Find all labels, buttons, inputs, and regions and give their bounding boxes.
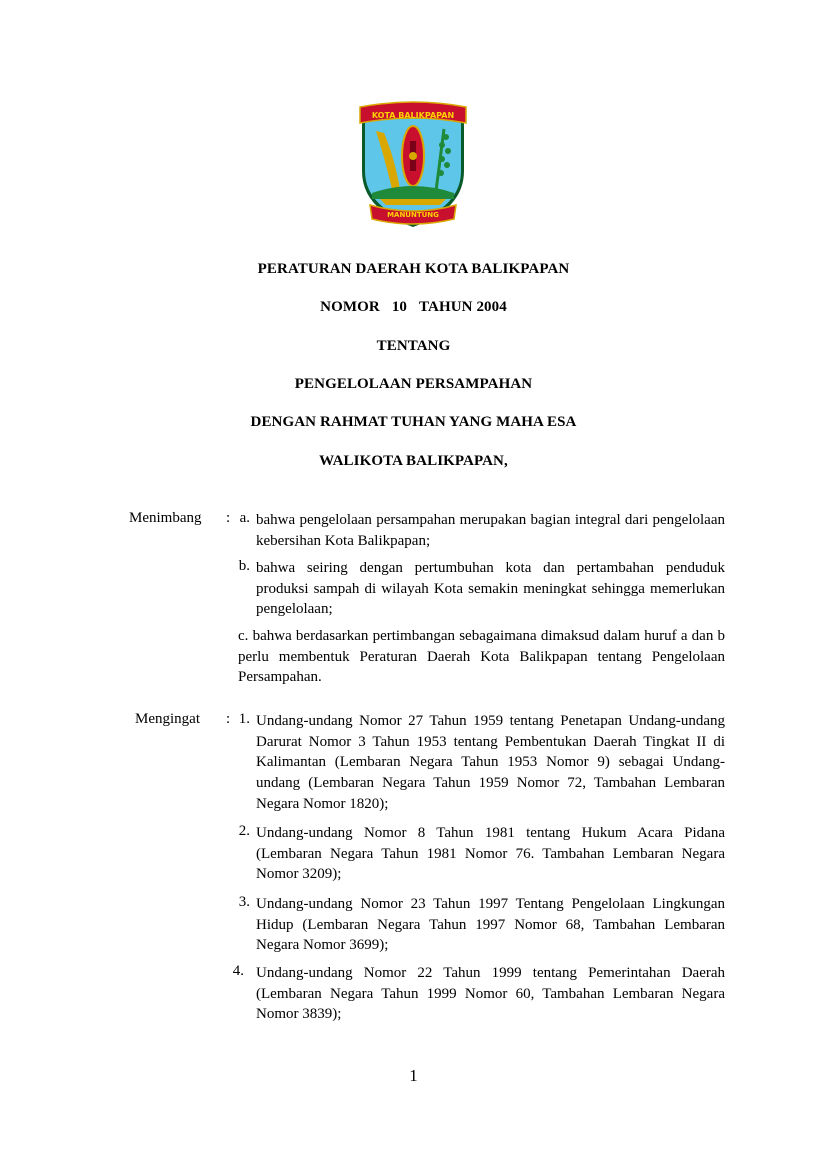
kota-balikpapan-emblem: [354, 101, 472, 229]
preamble-heading: DENGAN RAHMAT TUHAN YANG MAHA ESA: [250, 414, 577, 430]
menimbang-item-c: [238, 626, 725, 688]
menimbang-marker-c: c.: [238, 628, 249, 644]
page-number: 1: [409, 1066, 418, 1085]
regulation-number-line: [0, 299, 827, 316]
menimbang-marker-b: b.: [238, 558, 250, 574]
tahun-label: TAHUN 2004: [419, 299, 507, 315]
issuer-heading: WALIKOTA BALIKPAPAN,: [319, 453, 508, 469]
mengingat-colon: :: [226, 711, 231, 727]
menimbang-colon: :: [226, 510, 231, 526]
emblem-banner-bottom-text: MANUNTUNG: [387, 211, 439, 219]
mengingat-marker-1: 1.: [238, 711, 250, 727]
regulation-title: PERATURAN DAERAH KOTA BALIKPAPAN: [257, 261, 570, 277]
mengingat-item-2: Undang-undang Nomor 8 Tahun 1981 tentang Hukum Acara Pidana (Lembaran Negara Tahun 1981 Nomor 76. Tambahan Lembaran Negara Nomor 3209);: [256, 825, 725, 883]
nomor-label: NOMOR: [320, 299, 380, 315]
nomor-value: 10: [391, 299, 408, 315]
menimbang-item-a: bahwa pengelolaan persampahan merupakan bagian integral dari pengelolaan kebersihan Kota Balikpapan;: [256, 512, 725, 549]
tentang-heading: TENTANG: [376, 338, 451, 354]
mengingat-label: Mengingat: [135, 711, 200, 727]
mengingat-marker-4: 4.: [232, 963, 244, 979]
mengingat-marker-2: 2.: [238, 823, 250, 839]
emblem-banner-top-text: KOTA BALIKPAPAN: [371, 111, 455, 120]
menimbang-item-b: bahwa seiring dengan pertumbuhan kota dan pertambahan penduduk produksi sampah di wilayah Kota semakin meningkat sehingga memerlukan pengelolaan;: [256, 560, 725, 618]
menimbang-marker-a: a.: [239, 510, 250, 526]
mengingat-item-4: Undang-undang Nomor 22 Tahun 1999 tentang Pemerintahan Daerah (Lembaran Negara Tahun 1999 Nomor 60, Tambahan Lembaran Negara Nomor 3839);: [256, 965, 725, 1023]
mengingat-item-1: Undang-undang Nomor 27 Tahun 1959 tentang Penetapan Undang-undang Darurat Nomor 3 Tahun 1953 tentang Pembentukan Daerah Tingkat II di Kalimantan (Lembaran Negara Tahun 1953 Nomor 9) sebagai Undang-undang (Lembaran Negara Tahun 1959 Nomor 72, Tambahan Lembaran Negara Nomor 1820);: [256, 713, 725, 812]
subject-heading: PENGELOLAAN PERSAMPAHAN: [294, 376, 533, 392]
menimbang-item-c-text: bahwa berdasarkan pertimbangan sebagaimana dimaksud dalam huruf a dan b perlu membentuk Peraturan Daerah Kota Balikpapan tentang Pengelolaan Persampahan.: [238, 628, 726, 686]
mengingat-item-3: Undang-undang Nomor 23 Tahun 1997 Tentang Pengelolaan Lingkungan Hidup (Lembaran Negara Tahun 1997 Nomor 68, Tambahan Lembaran Negara Nomor 3699);: [256, 896, 725, 954]
mengingat-marker-3: 3.: [238, 894, 250, 910]
menimbang-label: Menimbang: [129, 510, 202, 526]
